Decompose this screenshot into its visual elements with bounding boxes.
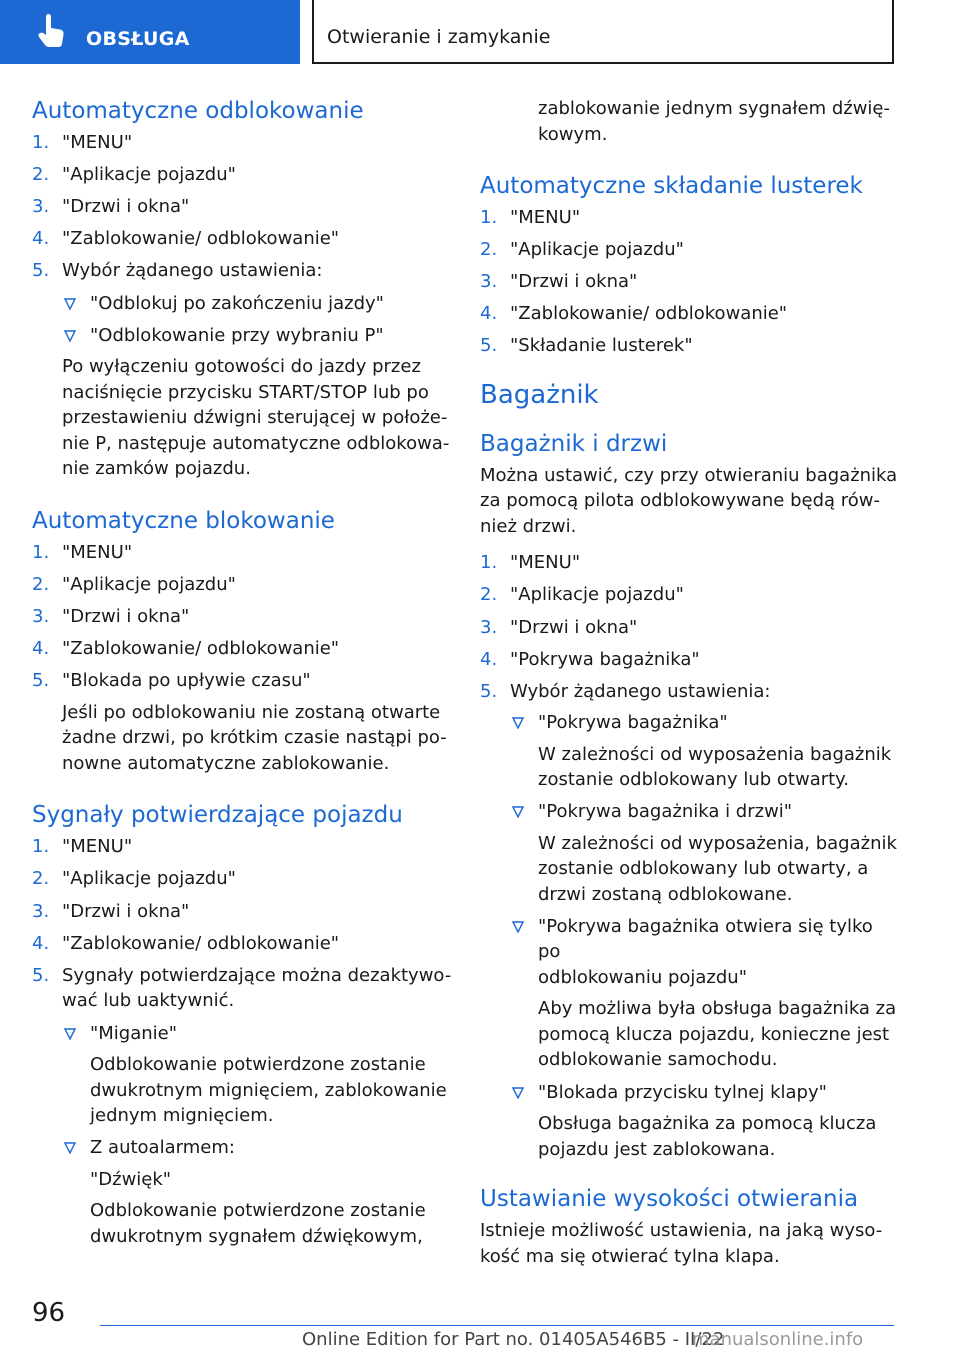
triangle-bullet-icon xyxy=(64,1028,76,1040)
list-item: 4. "Zablokowanie/ odblokowanie" xyxy=(32,932,340,954)
option-list xyxy=(62,291,452,349)
list-item: 4. "Zablokowanie/ odblokowanie" xyxy=(32,228,340,250)
list-item: 3. "Drzwi i okna" xyxy=(32,196,190,218)
list-item: 5. "Składanie lusterek" xyxy=(480,335,693,357)
list-item: 5. Wybór żądanego ustawienia: "Pokrywa bagażnika" W zależności od wyposażenia bagażnik zostanie odblokowany lub otwarty. "Pokrywa bagażnika i drzwi" W zależności od wyposażenia, bagażnik zostanie odblokowany lub otwarty, a drzwi zostaną odblokowane. "Pokrywa bagażnika otwiera się tylko po odblokowaniu pojazdu" Aby możliwa była obsługa bagażnika za pomocą klucza pojazdu, konieczne jest odblokowanie samochodu. "Blokada przycisku tylnej klapy" Obsługa bagażnika za pomocą klucza pojazdu jest zablokowana. xyxy=(480,679,900,1162)
list-item: 1. "MENU" xyxy=(32,836,133,858)
list-item: 1. "MENU" xyxy=(480,207,581,228)
triangle-bullet-icon xyxy=(512,717,524,729)
list-item: 3. "Drzwi i okna" xyxy=(480,616,638,638)
list-item: 2. "Aplikacje pojazdu" xyxy=(32,868,236,890)
hand-pointer-icon xyxy=(38,14,66,48)
note-text: Aby możliwa była obsługa bagażnika za pomocą klucza pojazdu, konieczne jest odblokowanie samochodu. xyxy=(538,998,897,1071)
step-list xyxy=(32,834,452,1249)
continued-text: zablokowanie jednym sygnałem dźwię- kowym. xyxy=(538,98,890,145)
chapter-title: Otwieranie i zamykanie xyxy=(327,26,551,48)
right-column xyxy=(480,96,900,1269)
option-item: "Pokrywa bagażnika otwiera się tylko po odblokowaniu pojazdu" Aby możliwa była obsługa bagażnika za pomocą klucza pojazdu, konieczne jest odblokowanie samochodu. xyxy=(510,914,900,1073)
section-label: OBSŁUGA xyxy=(86,28,190,50)
list-item: 4. "Pokrywa bagażnika" xyxy=(480,648,700,670)
option-item: "Pokrywa bagażnika" W zależności od wyposażenia bagażnik zostanie odblokowany lub otwarty. xyxy=(510,710,900,793)
option-item: "Miganie" Odblokowanie potwierdzone zostanie dwukrotnym mignięciem, zablokowanie jednym mignięciem. xyxy=(62,1021,452,1129)
note-text: Obsługa bagażnika za pomocą klucza pojazdu jest zablokowana. xyxy=(538,1113,877,1160)
list-item: 2. "Aplikacje pojazdu" xyxy=(480,584,684,606)
list-item: 4. "Zablokowanie/ odblokowanie" xyxy=(32,638,340,660)
option-item: Z autoalarmem: "Dźwięk" Odblokowanie potwierdzone zostanie dwukrotnym sygnałem dźwiękowym, xyxy=(62,1135,452,1249)
triangle-bullet-icon xyxy=(512,806,524,818)
option-item: "Odblokuj po zakończeniu jazdy" xyxy=(62,291,452,317)
triangle-bullet-icon xyxy=(64,330,76,342)
triangle-bullet-icon xyxy=(64,1142,76,1154)
triangle-bullet-icon xyxy=(512,1087,524,1099)
option-item: "Pokrywa bagażnika i drzwi" W zależności od wyposażenia, bagażnik zostanie odblokowany lub otwarty, a drzwi zostaną odblokowane. xyxy=(510,799,900,907)
section-heading: Automatyczne odblokowanie xyxy=(32,98,364,124)
chapter-heading: Bagażnik xyxy=(480,379,599,410)
list-item: 1. "MENU" xyxy=(32,541,133,563)
note-text: Odblokowanie potwierdzone zostanie dwukrotnym mignięciem, zablokowanie jednym mignięciem. xyxy=(90,1054,447,1127)
option-list xyxy=(510,710,900,1162)
list-item: 5. Sygnały potwierdzające można dezaktywo- wać lub uaktywnić. "Miganie" Odblokowanie potwierdzone zostanie dwukrotnym mignięciem, zablokowanie jednym mignięciem. Z autoalarmem: "Dźwięk" Odblokowanie potwierdzone zostanie dwukrotnym sygnałem dźwiękowym, xyxy=(32,963,452,1250)
list-item: 4. "Zablokowanie/ odblokowanie" xyxy=(480,303,788,325)
left-column xyxy=(32,96,452,1249)
list-item: 1. "MENU" xyxy=(480,552,581,574)
list-item: 2. "Aplikacje pojazdu" xyxy=(32,574,236,596)
body-text: Istnieje możliwość ustawienia, na jaką wyso- kość ma się otwierać tylna klapa. xyxy=(480,1220,883,1267)
note-text: Odblokowanie potwierdzone zostanie dwukrotnym sygnałem dźwiękowym, xyxy=(90,1200,426,1247)
list-item: 2. "Aplikacje pojazdu" xyxy=(480,239,684,261)
section-heading: Bagażnik i drzwi xyxy=(480,430,668,457)
triangle-bullet-icon xyxy=(512,921,524,933)
list-item: 5. Wybór żądanego ustawienia: "Odblokuj po zakończeniu jazdy" "Odblokowanie przy wybraniu P" Po wyłączeniu gotowości do jazdy przez naciśnięcie przycisku START/STOP lub po przestawieniu dźwigni sterującej w położe- nie P, następuje automatyczne odblokowa- nie zamków pojazdu. xyxy=(32,258,452,482)
section-heading: Automatyczne blokowanie xyxy=(32,507,335,534)
section-heading: Ustawianie wysokości otwierania xyxy=(480,1186,859,1213)
step-list xyxy=(32,130,452,482)
list-item: 5. "Blokada po upływie czasu" Jeśli po odblokowaniu nie zostaną otwarte żadne drzwi, po krótkim czasie nastąpi po- nowne automatyczne zablokowanie. xyxy=(32,668,452,776)
triangle-bullet-icon xyxy=(64,298,76,310)
intro-text: Można ustawić, czy przy otwieraniu bagażnika za pomocą pilota odblokowywane będą rów- nież drzwi. xyxy=(480,464,898,537)
footer-edition: Online Edition for Part no. 01405A546B5 - II/22 xyxy=(302,1329,725,1350)
list-item: 1. "MENU" xyxy=(32,132,133,153)
option-list xyxy=(62,1021,452,1250)
section-heading: Sygnały potwierdzające pojazdu xyxy=(32,802,403,829)
note-text: Jeśli po odblokowaniu nie zostaną otwarte żadne drzwi, po krótkim czasie nastąpi po- nowne automatyczne zablokowanie. xyxy=(62,701,447,774)
list-item: 2. "Aplikacje pojazdu" xyxy=(32,164,236,186)
section-tab xyxy=(0,0,300,64)
list-item: 3. "Drzwi i okna" xyxy=(480,271,638,293)
note-text: W zależności od wyposażenia bagażnik zostanie odblokowany lub otwarty. xyxy=(538,743,892,791)
option-item: "Odblokowanie przy wybraniu P" xyxy=(62,323,452,349)
footer-divider xyxy=(100,1325,894,1326)
note-text: Po wyłączeniu gotowości do jazdy przez naciśnięcie przycisku START/STOP lub po przestawieniu dźwigni sterującej w położe- nie P, następuje automatyczne odblokowa- nie zamków pojazdu. xyxy=(62,356,450,480)
step-list xyxy=(480,205,900,359)
list-item: 3. "Drzwi i okna" xyxy=(32,900,190,922)
note-text: W zależności od wyposażenia, bagażnik zostanie odblokowany lub otwarty, a drzwi zostaną odblokowane. xyxy=(538,832,897,905)
list-item: 3. "Drzwi i okna" xyxy=(32,606,190,628)
page-number: 96 xyxy=(32,1298,66,1328)
option-item: "Blokada przycisku tylnej klapy" Obsługa bagażnika za pomocą klucza pojazdu jest zablokowana. xyxy=(510,1080,900,1163)
step-list xyxy=(32,540,452,776)
watermark: manualsonline.info xyxy=(692,1329,864,1350)
step-list xyxy=(480,550,900,1162)
section-heading: Automatyczne składanie lusterek xyxy=(480,173,863,199)
chapter-header xyxy=(312,0,894,64)
